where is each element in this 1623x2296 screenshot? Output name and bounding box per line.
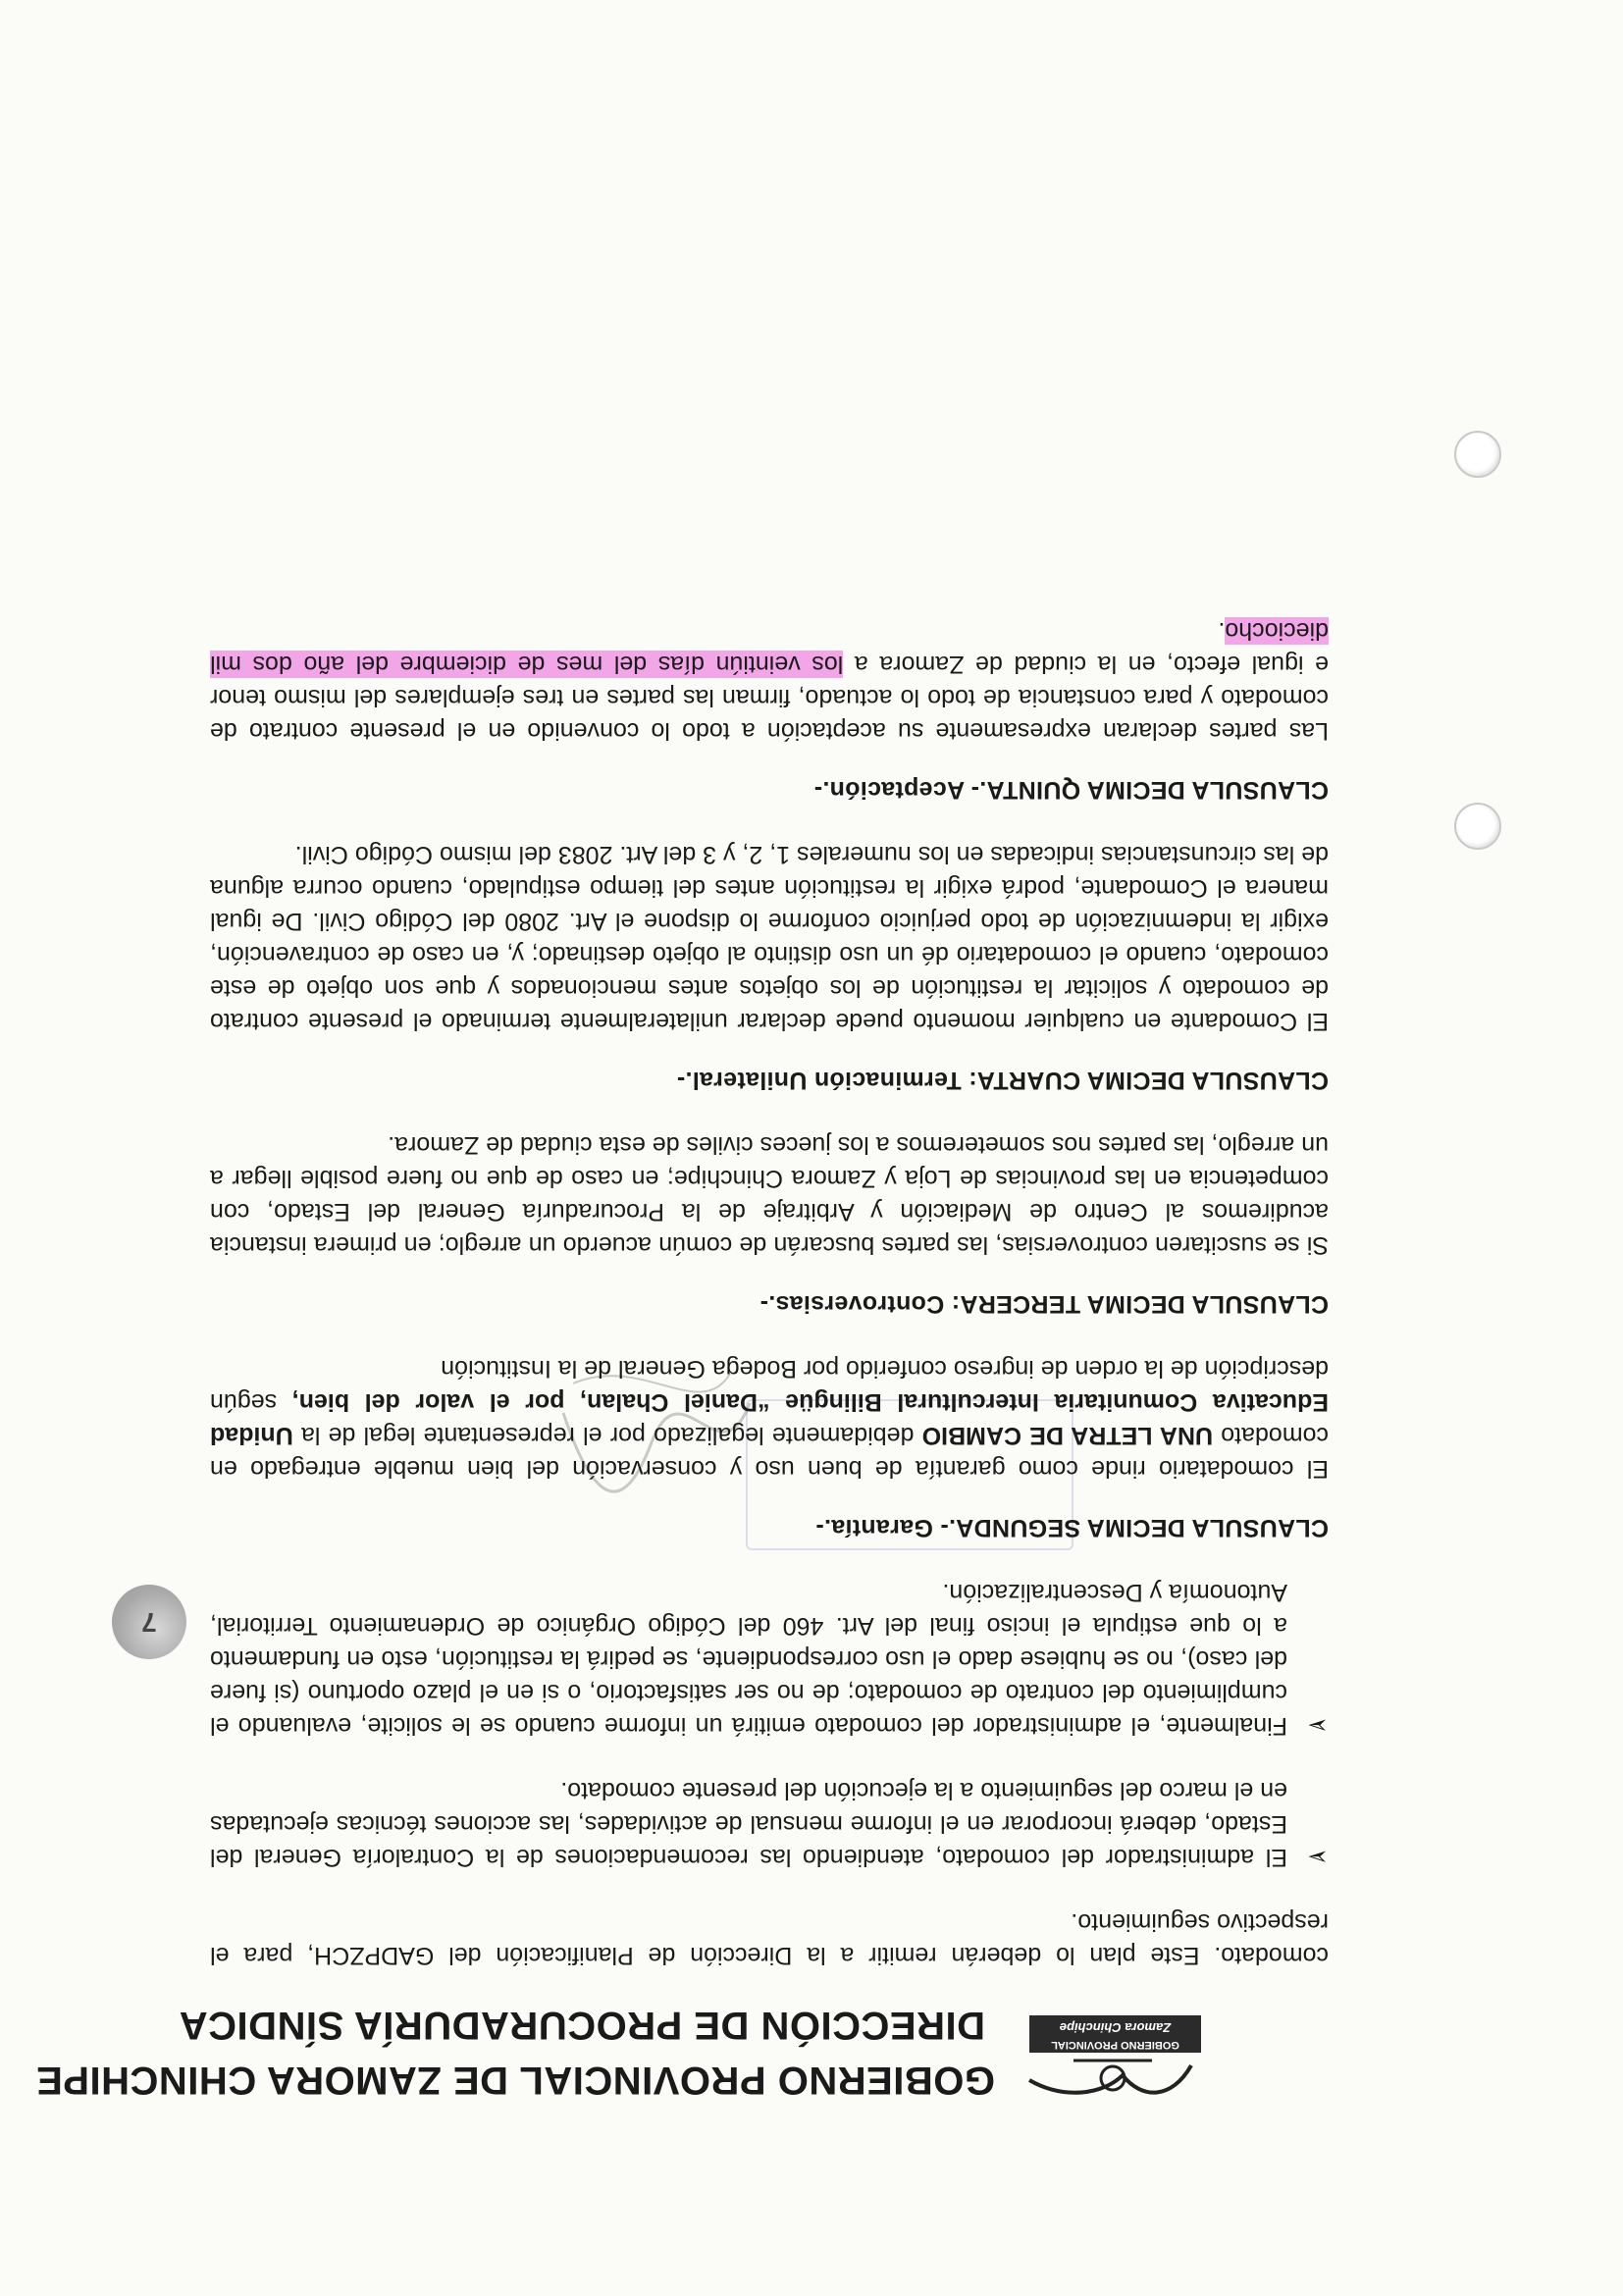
- header-title: GOBIERNO PROVINCIAL DE ZAMORA CHINCHIPE: [35, 2059, 995, 2102]
- letterhead: [35, 1992, 1211, 2119]
- clause-13-text: Si se suscitaren controversias, las partes buscarán de común acuerdo un arreglo; en primera instancia acudiremos al Centro de Mediación y Arbitraje de la Procuraduría General del Estado, con competencia en las provincias de Loja y Zamora Chinchipe; en caso de que no fuere posible llegar a un arreglo, las partes nos someteremos a los jueces civiles de esta ciudad de Zamora.: [210, 1131, 1329, 1259]
- logo-band: [1029, 2015, 1201, 2053]
- logo-emblem-icon: [1015, 2051, 1211, 2110]
- arrow-bullet-icon: ➢: [1307, 1711, 1329, 1741]
- clause-15-text: [210, 614, 1329, 748]
- provincial-logo: [1015, 2011, 1211, 2110]
- highlighted-date: los veintiún días del mes de diciembre del año dos mil dieciocho: [210, 617, 1329, 678]
- clause-12-bold-1: UNA LETRA DE CAMBIO: [921, 1422, 1213, 1449]
- clause-12-text: [210, 1352, 1329, 1486]
- bullet-item: [210, 1576, 1329, 1743]
- clause-15-part-b: .: [1218, 617, 1226, 645]
- clause-13-title: CLAUSULA DECIMA TERCERA: Controversias.-: [759, 1290, 1329, 1318]
- logo-line1: GOBIERNO PROVINCIAL: [1051, 2039, 1179, 2051]
- clause-12-part-a: El comodatario rinde como garantía de buen uso y conservación del bien mueble entregado en comodato: [210, 1422, 1329, 1483]
- clause-14-text: El Comodante en cualquier momento puede declarar unilateralmente terminado el presente contrato de comodato y solicitar la restitución de los objetos antes mencionados y que son objeto de este comodato, cuando el comodatario dé un uso distinto al objeto destinado; y, en caso de contravención, exigir la indemnización de todo perjuicio conforme lo dispone el Art. 2080 del Código Civil. De igual manera el Comodante, podrá exigir la restitución antes del tiempo estipulado, cuando ocurra alguna de las circunstancias indicadas en los numerales 1, 2, y 3 del Art. 2083 del mismo Código Civil.: [210, 841, 1329, 1035]
- document-body: [210, 583, 1329, 1972]
- clause-15-title: CLAUSULA DECIMA QUINTA.- Aceptación.-: [813, 776, 1329, 804]
- bullet-text: Finalmente, el administrador del comodato emitirá un informe cuando se le solicite, evaluando el cumplimiento del contrato de comodato; de no ser satisfactorio, o si en el plazo oportuno (si fuere del caso), no se hubiese dado el uso correspondiente, se pedirá la restitución, esto en fundamento a lo que estipula el inciso final del Art. 460 del Código Orgánico de Ordenamiento Territorial, Autonomía y Descentralización.: [210, 1579, 1287, 1740]
- arrow-bullet-icon: ➢: [1307, 1843, 1329, 1872]
- logo-line2: Zamora Chinchipe: [1059, 2020, 1172, 2035]
- punch-hole-bottom: [1454, 431, 1501, 478]
- clause-15-part-a: Las partes declaran expresamente su aceptación a todo lo convenido en el presente contrato de comodato y para constancia de todo lo actuado, firman las partes en tres ejemplares del mismo tenor e igual efecto, en la ciudad de Zamora a: [210, 651, 1329, 745]
- intro-paragraph: comodato. Este plan lo deberán remitir a la Dirección de Planificación del GADPZCH, para el respectivo seguimiento.: [210, 1908, 1329, 1969]
- clause-12-part-c: según descripción de la orden de ingreso conferido por Bodega General de la Institución: [210, 1355, 1329, 1416]
- clause-12-bold-2: Unidad Educativa Comunitaria Intercultural Bilingüe “Daniel Chalan, por el valor del bien,: [210, 1388, 1329, 1449]
- bullet-item: [210, 1774, 1329, 1874]
- clause-14-title: CLAUSULA DECIMA CUARTA: Terminación Unilateral.-: [676, 1067, 1329, 1094]
- bullet-text: El administrador del comodato, atendiendo las recomendaciones de la Contraloría General del Estado, deberá incorporar en el informe mensual de actividades, las acciones técnicas ejecutadas en el marco del seguimiento a la ejecución del presente comodato.: [210, 1777, 1287, 1871]
- punch-hole-top: [1454, 803, 1501, 850]
- header-subtitle: DIRECCIÓN DE PROCURADURÍA SÍNDICA: [179, 2004, 985, 2047]
- page-number-stamp: [112, 1585, 186, 1659]
- page-number: 7: [141, 1607, 157, 1638]
- clause-12-part-b: debidamente legalizado por el representante legal de la: [292, 1422, 922, 1449]
- clause-12-title: CLAUSULA DECIMA SEGUNDA.- Garantía.-: [815, 1514, 1329, 1541]
